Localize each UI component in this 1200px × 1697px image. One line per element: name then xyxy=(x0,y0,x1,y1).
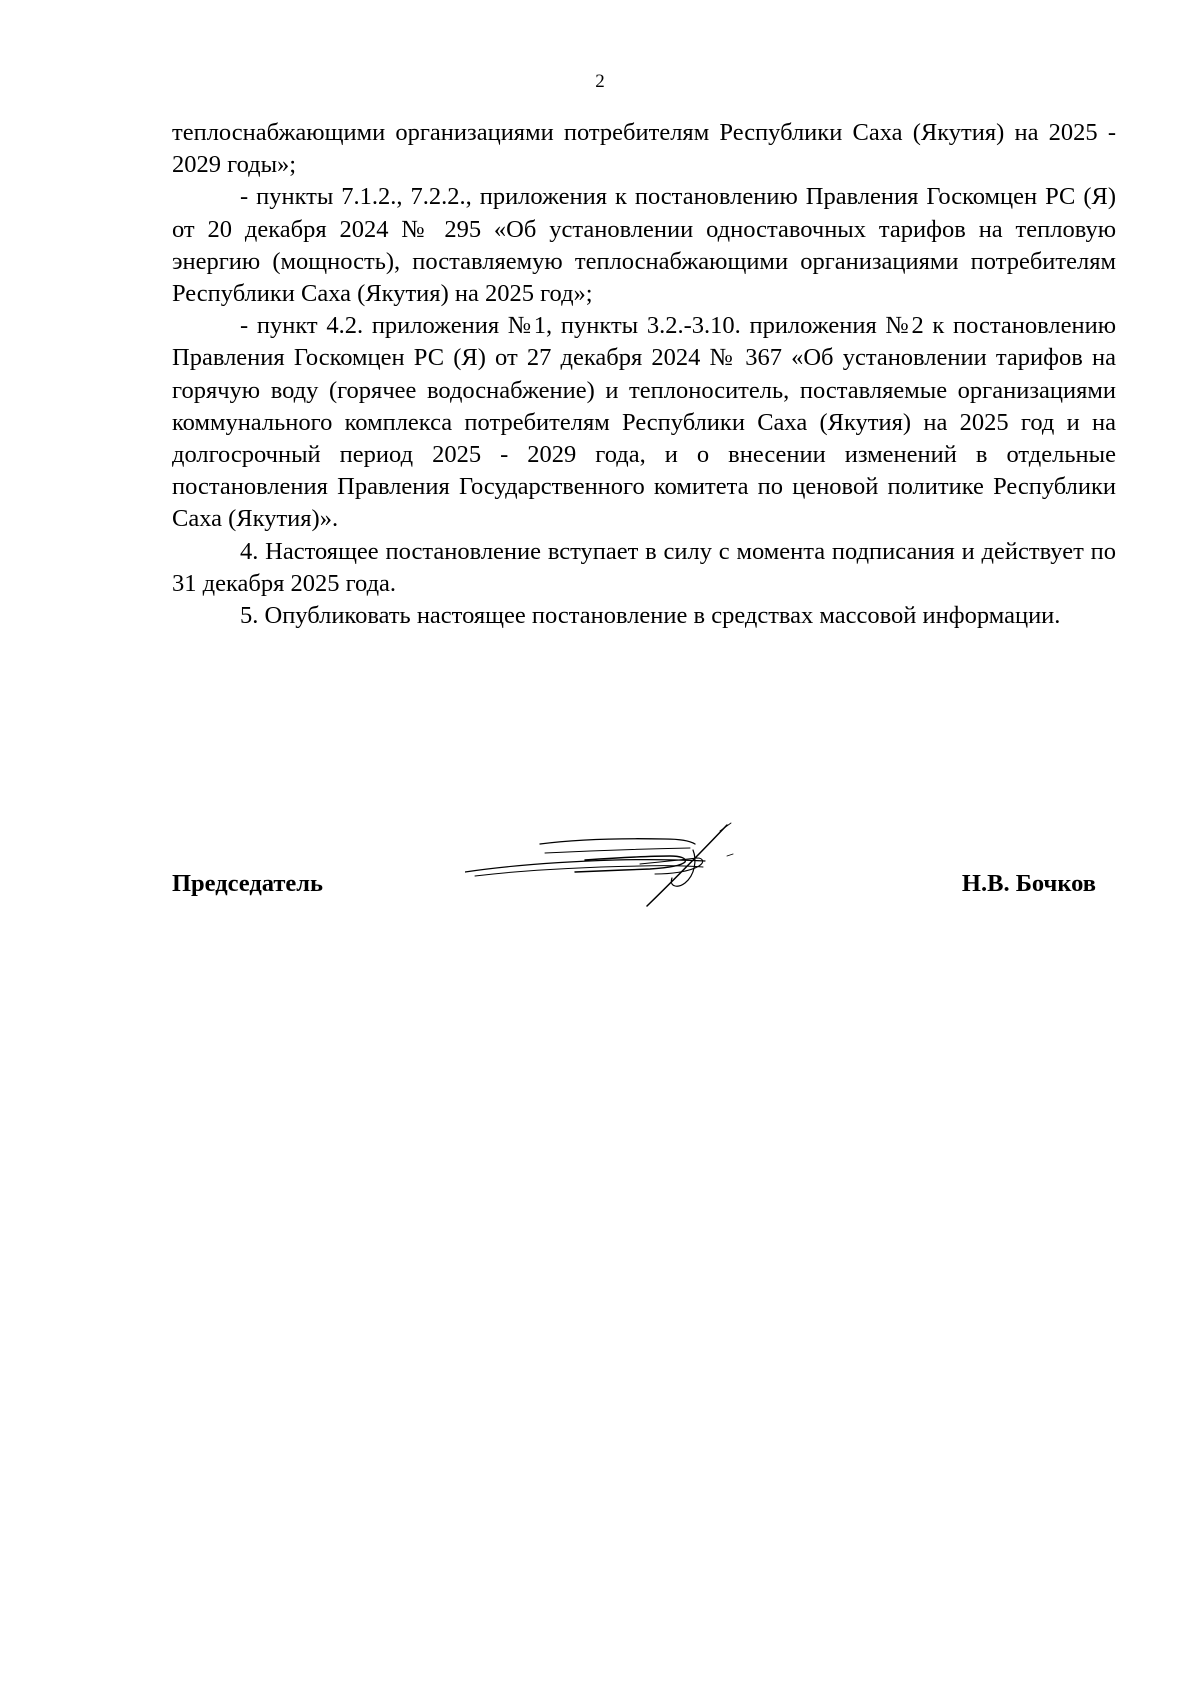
paragraph-continuation: теплоснабжающими организациями потребителям Республики Саха (Якутия) на 2025 - 2029 годы»; xyxy=(172,119,1116,179)
document-body xyxy=(172,117,1116,632)
signatory-name: Н.В. Бочков xyxy=(961,870,1096,897)
paragraph-effective-date: 4. Настоящее постановление вступает в силу с момента подписания и действует по 31 декабря 2025 года. xyxy=(172,537,1116,597)
signature-block xyxy=(172,868,1096,900)
paragraph-publication: 5. Опубликовать настоящее постановление в средствах массовой информации. xyxy=(240,602,1061,630)
signatory-title: Председатель xyxy=(172,870,323,897)
paragraph-item-hot-water-tariffs: - пункт 4.2. приложения №1, пункты 3.2.-3.10. приложения №2 к постановлению Правления Госкомцен РС (Я) от 27 декабря 2024 № 367 «Об установлении тарифов на горячую воду (горячее водоснабжение) и теплоноситель, поставляемые организациями коммунального комплекса потребителям Республики Саха (Якутия) на 2025 год и на долгосрочный период 2025 - 2029 года, и о внесении изменений в отдельные постановления Правления Государственного комитета по ценовой политике Республики Саха (Якутия)». xyxy=(172,312,1116,533)
page-number: 2 xyxy=(595,71,605,92)
paragraph-item-heat-tariffs: - пункты 7.1.2., 7.2.2., приложения к постановлению Правления Госкомцен РС (Я) от 20 декабря 2024 № 295 «Об установлении одноставочных тарифов на тепловую энергию (мощность), поставляемую теплоснабжающими организациями потребителям Республики Саха (Якутия) на 2025 год»; xyxy=(172,183,1116,308)
